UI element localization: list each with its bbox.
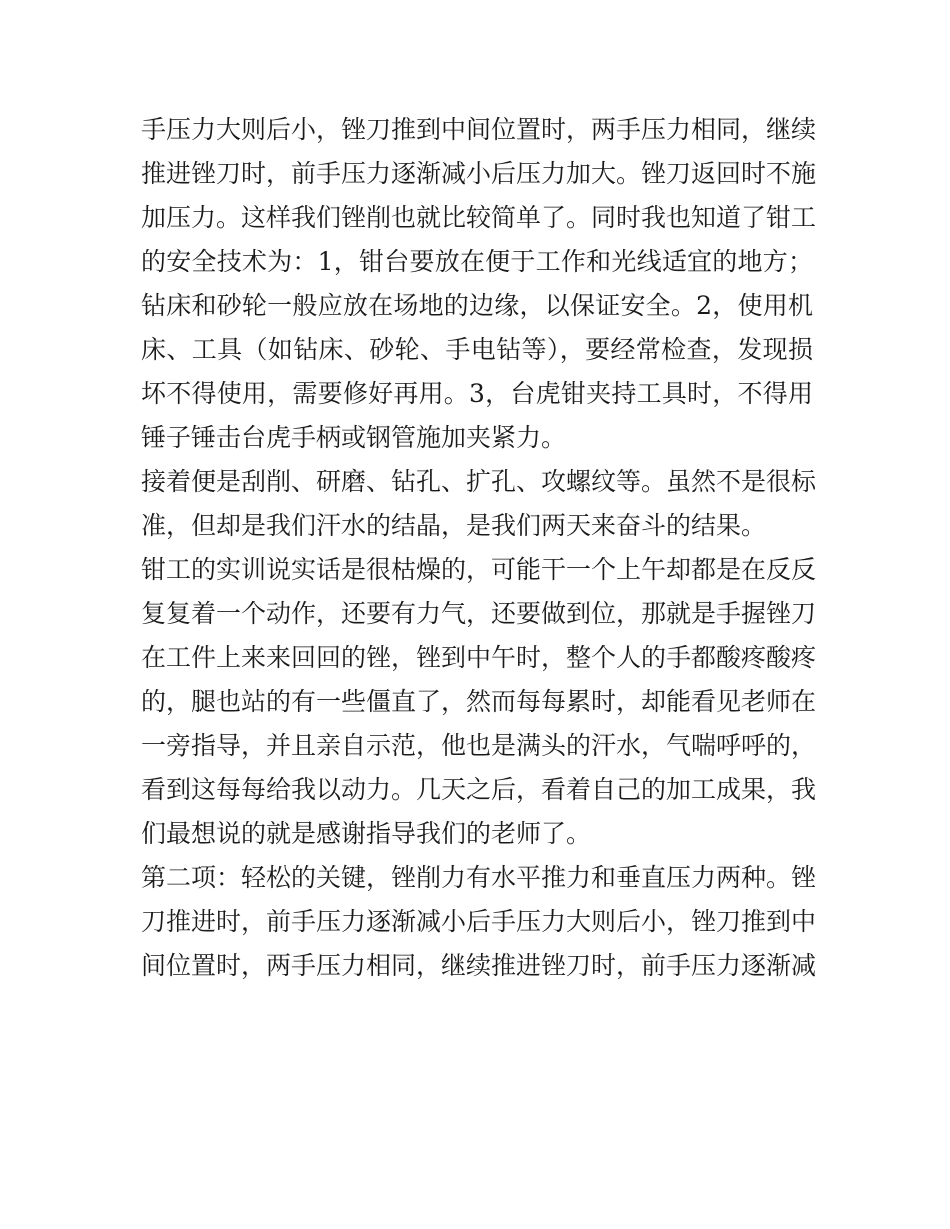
text-line: 一旁指导，并且亲自示范，他也是满头的汗水，气喘呼呼的， [141,731,817,760]
text-line: 接着便是刮削、研磨、钻孔、扩孔、攻螺纹等。虽然不是很标 [141,467,817,496]
text-line: 加压力。这样我们锉削也就比较简单了。同时我也知道了钳工 [141,203,817,232]
text-line: 钳工的实训说实话是很枯燥的，可能干一个上午却都是在反反 [141,555,817,584]
text-line: 复复着一个动作，还要有力气，还要做到位，那就是手握锉刀 [141,599,817,628]
text-line: 们最想说的就是感谢指导我们的老师了。 [141,819,592,848]
text-line: 手压力大则后小，锉刀推到中间位置时，两手压力相同，继续 [141,115,817,144]
text-line: 看到这每每给我以动力。几天之后，看着自己的加工成果，我 [141,775,817,804]
text-line: 推进锉刀时，前手压力逐渐减小后压力加大。锉刀返回时不施 [141,159,817,188]
text-line: 的安全技术为：1，钳台要放在便于工作和光线适宜的地方； [141,247,813,276]
text-line: 在工件上来来回回的锉，锉到中午时，整个人的手都酸疼酸疼 [141,643,817,672]
text-line: 刀推进时，前手压力逐渐减小后手压力大则后小，锉刀推到中 [141,907,817,936]
text-line: 坏不得使用，需要修好再用。3，台虎钳夹持工具时，不得用 [141,379,813,408]
text-line: 钻床和砂轮一般应放在场地的边缘，以保证安全。2，使用机 [141,291,813,320]
text-line: 锤子锤击台虎手柄或钢管施加夹紧力。 [141,423,567,452]
paragraph-2 [141,460,817,548]
paragraph-3 [141,548,817,856]
paragraph-1 [141,108,817,460]
text-line: 准，但却是我们汗水的结晶，是我们两天来奋斗的结果。 [141,511,767,540]
paragraph-4 [141,856,817,988]
text-line: 间位置时，两手压力相同，继续推进锉刀时，前手压力逐渐减 [141,951,817,980]
text-line: 床、工具（如钻床、砂轮、手电钻等），要经常检查，发现损 [141,335,813,364]
text-line: 的，腿也站的有一些僵直了，然而每每累时，却能看见老师在 [141,687,817,716]
document-body [141,108,817,988]
text-line: 第二项：轻松的关键，锉削力有水平推力和垂直压力两种。锉 [141,863,817,892]
